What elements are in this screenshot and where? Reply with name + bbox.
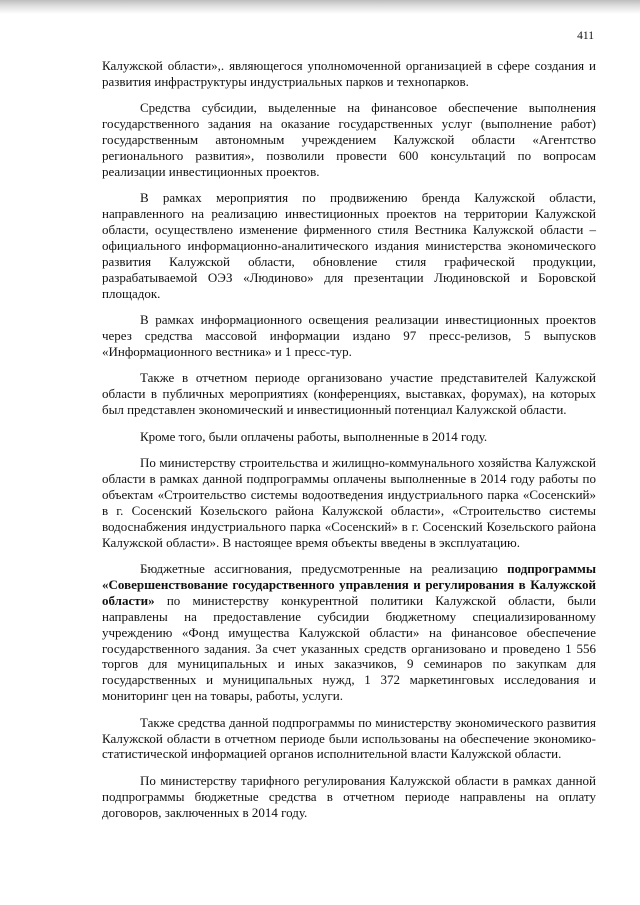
subprogram-title: подпрограммы «Совершенствование государственного управления и регулирования в Калужской области» [102,560,596,608]
page-number: 411 [577,30,594,42]
paragraph-6: Кроме того, были оплачены работы, выполненные в 2014 году. [140,428,488,444]
document-body [102,58,596,831]
scan-edge-artifact [0,0,640,14]
paragraph-8-rest: по министерству конкурентной политики Калужской области, были направлены на предоставление субсидии бюджетному специализированному учреждению «Фонд имущества Калужской области» на финансовое обеспечение государственного задания. За счет указанных средств организовано и проведено 1 556 торгов для муниципальных и иных заказчиков, 9 семинаров по закупкам для государственных и муниципальных нужд, 1 372 маркетинговых исследования и мониторинг цен на товары, работы, услуги. [102,592,596,704]
paragraph-10: По министерству тарифного регулирования Калужской области в рамках данной подпрограммы бюджетные средства в отчетном периоде направлены на оплату договоров, заключенных в 2014 году. [102,772,596,820]
paragraph-1: Калужской области»,. являющегося уполномоченной организацией в сфере создания и развития инфраструктуры индустриальных парков и технопарков. [102,58,596,89]
paragraph-5: Также в отчетном периоде организовано участие представителей Калужской области в публичных мероприятиях (конференциях, выставках, форумах), на которых был представлен экономический и инвестиционный потенциал Калужской области. [102,370,596,418]
paragraph-9: Также средства данной подпрограммы по министерству экономического развития Калужской области в отчетном периоде были использованы на обеспечение экономико-статистической информацией органов исполнительной власти Калужской области. [102,714,596,762]
paragraph-7: По министерству строительства и жилищно-коммунального хозяйства Калужской области в рамках данной подпрограммы оплачены выполненные в 2014 году работы по объектам «Строительство системы водоотведения индустриального парка «Сосенский» в г. Сосенский Козельского района Калужской области», «Строительство системы водоснабжения индустриального парка «Сосенский» в г. Сосенский Козельского района Калужской области». В настоящее время объекты введены в эксплуатацию. [102,455,596,550]
paragraph-8-lead: Бюджетные ассигнования, предусмотренные на реализацию [140,560,508,576]
paragraph-8 [102,561,596,704]
paragraph-3: В рамках мероприятия по продвижению бренда Калужской области, направленного на реализацию инвестиционных проектов на территории Калужской области, осуществлено изменение фирменного стиля Вестника Калужской области – официального информационно-аналитического издания министерства экономического развития Калужской области, обновление стиля графической продукции, разрабатываемой ОЭЗ «Людиново» для презентации Людиновской и Боровской площадок. [102,190,596,301]
paragraph-4: В рамках информационного освещения реализации инвестиционных проектов через средства массовой информации издано 97 пресс-релизов, 5 выпусков «Информационного вестника» и 1 пресс-тур. [102,312,596,359]
paragraph-2: Средства субсидии, выделенные на финансовое обеспечение выполнения государственного задания на оказание государственных услуг (выполнение работ) государственным автономным учреждением Калужской области «Агентство регионального развития», позволили провести 600 консультаций по вопросам реализации инвестиционных проектов. [102,100,596,179]
